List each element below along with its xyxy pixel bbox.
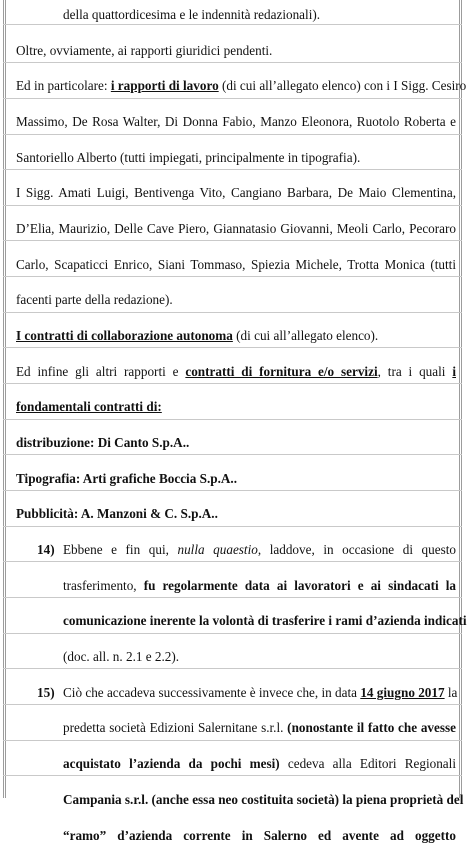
right-margin-line (459, 0, 460, 798)
left-margin-line-inner (5, 0, 6, 798)
ruled-line (3, 704, 462, 705)
ruled-line (3, 383, 462, 384)
text-line: Tipografia: Arti grafiche Boccia S.p.A.. (16, 471, 237, 486)
ruled-line (3, 775, 462, 776)
ruled-line (3, 312, 462, 313)
text-line: “ramo” d’azienda corrente in Salerno ed avente ad oggetto (63, 828, 456, 843)
ruled-line (3, 668, 462, 669)
paragraph-number: 14) (37, 542, 55, 557)
ruled-line (3, 169, 462, 170)
text-line: predetta società Edizioni Salernitane s.r.l. (nonostante il fatto che avesse (63, 720, 456, 735)
ruled-line (3, 526, 462, 527)
text-line: facenti parte della redazione). (16, 292, 173, 307)
ruled-line (3, 347, 462, 348)
ruled-line (3, 419, 462, 420)
ruled-line (3, 240, 462, 241)
text-line: D’Elia, Maurizio, Delle Cave Piero, Giannatasio Giovanni, Meoli Carlo, Pecoraro (16, 221, 456, 236)
text-line: Carlo, Scapaticci Enrico, Siani Tommaso, Spiezia Michele, Trotta Monica (tutti (16, 257, 456, 272)
ruled-line (3, 633, 462, 634)
ruled-line (3, 490, 462, 491)
right-margin-line-outer (461, 0, 462, 798)
text-line: Ebbene e fin qui, nulla quaestio, laddove, in occasione di questo (63, 542, 456, 557)
text-line: (doc. all. n. 2.1 e 2.2). (63, 649, 180, 664)
italic-phrase: nulla quaestio (177, 542, 258, 557)
ruled-line (3, 134, 462, 135)
text-line: Pubblicità: A. Manzoni & C. S.p.A.. (16, 506, 218, 521)
text-line: comunicazione inerente la volontà di trasferire i rami d’azienda indicati (63, 613, 467, 628)
ruled-line (3, 62, 462, 63)
paragraph-number: 15) (37, 685, 55, 700)
text-line: fondamentali contratti di: (16, 399, 162, 414)
ruled-line (3, 561, 462, 562)
ruled-line (3, 24, 462, 25)
bold-underlined-phrase: contratti di fornitura e/o servizi (185, 364, 378, 379)
bold-underlined-phrase: i rapporti di lavoro (110, 78, 219, 93)
bold-phrase: acquistato l’azienda da pochi mesi) (63, 756, 280, 771)
text-line: Massimo, De Rosa Walter, Di Donna Fabio, Manzo Eleonora, Ruotolo Roberta e (16, 114, 456, 129)
bold-underlined-phrase: I contratti di collaborazione autonoma (16, 328, 233, 343)
ruled-line (3, 454, 462, 455)
ruled-line (3, 98, 462, 99)
bold-underlined-date: 14 giugno 2017 (360, 685, 445, 700)
ruled-line (3, 597, 462, 598)
text-line: Ed in particolare: i rapporti di lavoro (di cui all’allegato elenco) con i I Sigg. Cesiro (16, 78, 467, 93)
bold-phrase: (nonostante il fatto che avesse (287, 720, 456, 735)
text-line: Ciò che accadeva successivamente è invece che, in data 14 giugno 2017 la (63, 685, 458, 700)
text-line: I Sigg. Amati Luigi, Bentivenga Vito, Cangiano Barbara, De Maio Clementina, (16, 185, 456, 200)
text-line: Oltre, ovviamente, ai rapporti giuridici pendenti. (16, 43, 273, 58)
text-line: distribuzione: Di Canto S.p.A.. (16, 435, 190, 450)
text-line: Campania s.r.l. (anche essa neo costituita società) la piena proprietà del (63, 792, 464, 807)
bold-phrase: fu regolarmente data ai lavoratori e ai sindacati la (143, 578, 456, 593)
text-line: I contratti di collaborazione autonoma (di cui all’allegato elenco). (16, 328, 379, 343)
text-line: Santoriello Alberto (tutti impiegati, principalmente in tipografia). (16, 150, 361, 165)
ruled-line (3, 740, 462, 741)
text-line: della quattordicesima e le indennità redazionali). (63, 7, 321, 22)
left-margin-line (3, 0, 4, 798)
text-line: acquistato l’azienda da pochi mesi) cedeva alla Editori Regionali (63, 756, 456, 771)
text-line: trasferimento, fu regolarmente data ai lavoratori e ai sindacati la (63, 578, 456, 593)
text-line: Ed infine gli altri rapporti e contratti di fornitura e/o servizi, tra i quali i (16, 364, 456, 379)
ruled-line (3, 205, 462, 206)
ruled-line (3, 276, 462, 277)
